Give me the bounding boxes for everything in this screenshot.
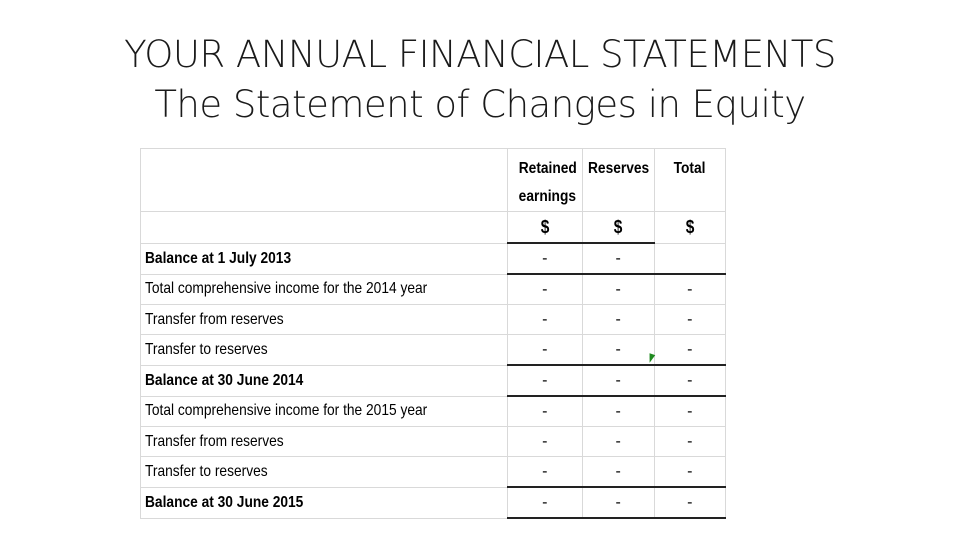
value-cell: - bbox=[654, 487, 725, 518]
value-cell: - bbox=[582, 396, 654, 427]
title-line-1: YOUR ANNUAL FINANCIAL STATEMENTS bbox=[124, 33, 836, 76]
row-label: Transfer to reserves bbox=[141, 335, 508, 366]
value-cell: - bbox=[508, 427, 583, 457]
table-row bbox=[141, 487, 726, 518]
value-cell: - bbox=[654, 335, 725, 366]
currency-blank-cell bbox=[141, 212, 508, 244]
header-total: Total bbox=[654, 149, 725, 212]
value-cell bbox=[654, 243, 725, 274]
value-cell: - bbox=[508, 274, 583, 305]
row-label: Balance at 30 June 2014 bbox=[141, 365, 508, 396]
value-cell: - bbox=[582, 365, 654, 396]
row-label: Balance at 30 June 2015 bbox=[141, 487, 508, 518]
slide-title bbox=[0, 30, 960, 130]
currency-cell: $ bbox=[508, 212, 583, 244]
row-label: Total comprehensive income for the 2015 year bbox=[141, 396, 508, 427]
row-label: Transfer from reserves bbox=[141, 305, 508, 335]
table-row bbox=[141, 243, 726, 274]
title-line-2: The Statement of Changes in Equity bbox=[154, 83, 806, 126]
header-reserves: Reserves bbox=[582, 149, 654, 212]
table-row bbox=[141, 305, 726, 335]
header-row bbox=[141, 149, 726, 212]
value-cell: - bbox=[508, 457, 583, 488]
value-cell: - bbox=[582, 335, 654, 366]
currency-cell: $ bbox=[654, 212, 725, 244]
value-cell: - bbox=[654, 274, 725, 305]
value-cell: - bbox=[582, 427, 654, 457]
value-cell: - bbox=[654, 396, 725, 427]
row-label: Transfer to reserves bbox=[141, 457, 508, 488]
value-cell: - bbox=[582, 243, 654, 274]
value-cell: - bbox=[508, 335, 583, 366]
value-cell: - bbox=[654, 427, 725, 457]
value-cell: - bbox=[508, 487, 583, 518]
value-cell: - bbox=[654, 305, 725, 335]
value-cell: - bbox=[654, 365, 725, 396]
table-row bbox=[141, 457, 726, 488]
currency-row bbox=[141, 212, 726, 244]
table-row bbox=[141, 274, 726, 305]
equity-statement-table bbox=[140, 148, 726, 519]
table-row bbox=[141, 365, 726, 396]
value-cell: - bbox=[654, 457, 725, 488]
header-blank-cell bbox=[141, 149, 508, 212]
value-cell: - bbox=[508, 243, 583, 274]
row-label: Total comprehensive income for the 2014 year bbox=[141, 274, 508, 305]
value-cell: - bbox=[508, 365, 583, 396]
row-label: Balance at 1 July 2013 bbox=[141, 243, 508, 274]
value-cell: - bbox=[582, 457, 654, 488]
currency-cell: $ bbox=[582, 212, 654, 244]
value-cell: - bbox=[582, 305, 654, 335]
value-cell: - bbox=[582, 487, 654, 518]
table-row bbox=[141, 335, 726, 366]
table-row bbox=[141, 396, 726, 427]
header-retained-earnings: Retained earnings bbox=[508, 149, 583, 212]
row-label: Transfer from reserves bbox=[141, 427, 508, 457]
value-cell: - bbox=[508, 305, 583, 335]
value-cell: - bbox=[582, 274, 654, 305]
value-cell: - bbox=[508, 396, 583, 427]
table-row bbox=[141, 427, 726, 457]
